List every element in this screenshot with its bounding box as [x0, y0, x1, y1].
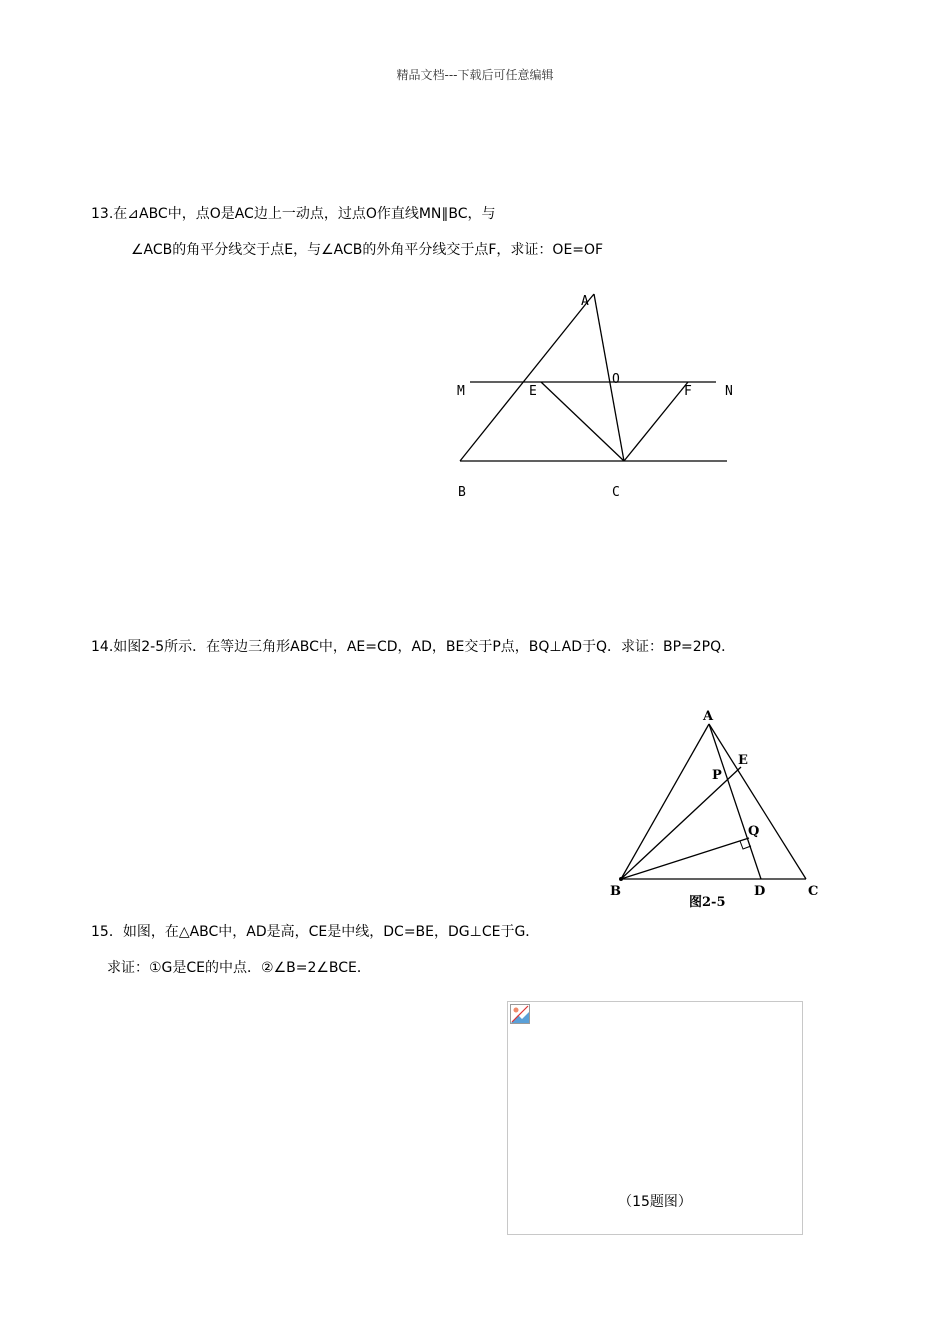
q13-line-ec [541, 382, 624, 461]
q13-label-b: B [458, 485, 466, 500]
q14-text-line1: 14.如图2-5所示．在等边三角形ABC中，AE=CD，AD，BE交于P点，BQ⊥AD于Q．求证：BP=2PQ． [91, 639, 736, 655]
q14-label-c: C [808, 884, 819, 899]
q14-segment-be [621, 767, 741, 879]
q14-segment-ad [709, 724, 761, 879]
q13-label-e: E [529, 384, 537, 399]
q14-segment-bq [621, 838, 749, 879]
q15-text-line1: 15．如图，在△ABC中，AD是高，CE是中线，DC=BE，DG⊥CE于G． [91, 924, 540, 940]
q13-line-ac [594, 294, 624, 461]
q14-label-e: E [738, 753, 748, 768]
q13-line-fc [624, 382, 688, 461]
q15-figure-placeholder [507, 1001, 803, 1235]
q13-line-ab [460, 300, 589, 461]
q13-label-f: F [684, 384, 692, 399]
q13-label-n: N [725, 384, 733, 399]
q14-label-p: P [712, 768, 722, 783]
q13-label-c: C [612, 485, 620, 500]
q13-line-ac-top [589, 294, 594, 300]
q14-label-b: B [610, 884, 621, 899]
q14-side-ab [621, 724, 709, 879]
q15-text-line2: 求证：①G是CE的中点．②∠B=2∠BCE． [107, 960, 371, 976]
page-header: 精品文档---下载后可任意编辑 [396, 68, 554, 82]
broken-image-icon [510, 1004, 530, 1024]
q14-label-a: A [703, 709, 714, 724]
q15-figure-caption: （15题图） [618, 1194, 692, 1210]
q13-label-m: M [457, 384, 465, 399]
q13-text-line2: ∠ACB的角平分线交于点E，与∠ACB的外角平分线交于点F，求证：OE=OF [131, 242, 604, 258]
q14-side-ac [709, 724, 806, 879]
q13-label-a: A [581, 294, 589, 309]
q14-right-angle-mark [740, 841, 751, 849]
q14-label-d: D [754, 884, 766, 899]
q13-text-line1: 13.在⊿ABC中，点O是AC边上一动点，过点O作直线MN∥BC，与 [91, 206, 496, 222]
q14-figure-caption: 图2-5 [689, 895, 726, 910]
q14-label-q: Q [748, 824, 760, 839]
q13-label-o: O [612, 372, 620, 387]
